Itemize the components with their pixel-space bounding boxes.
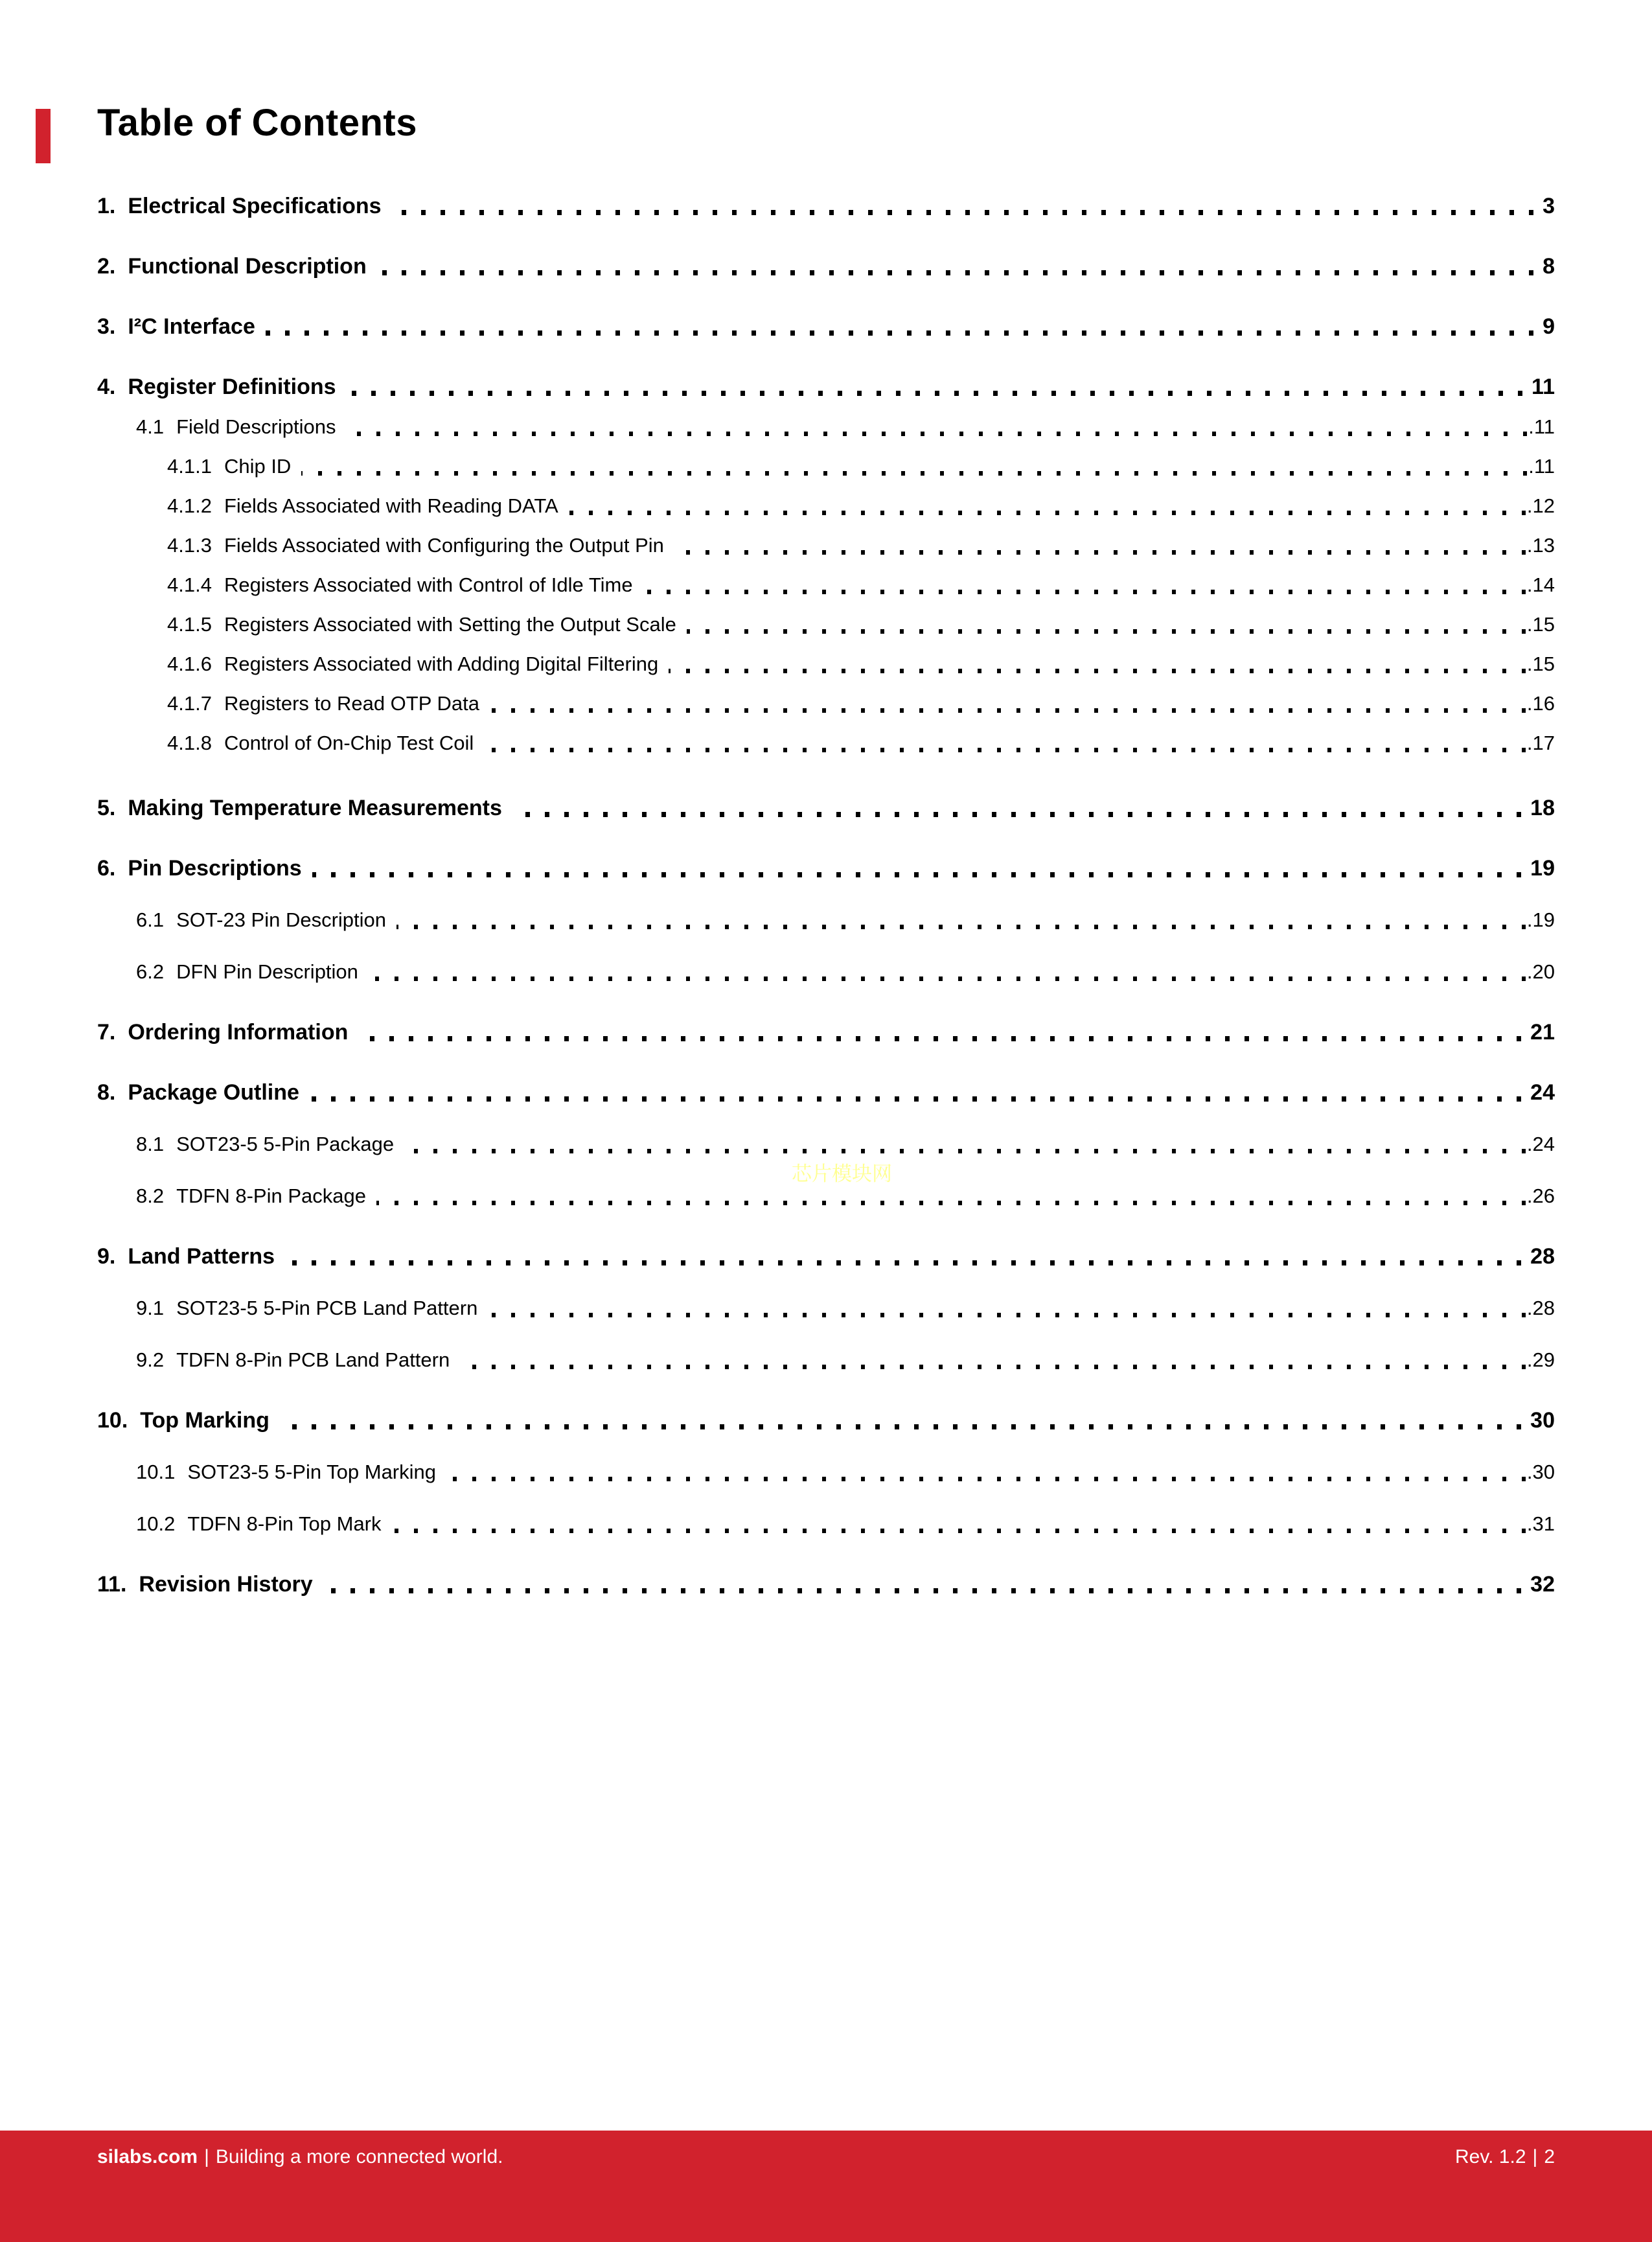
dot-leader: [490, 708, 1526, 713]
footer-page-separator: |: [1532, 2146, 1538, 2167]
dot-leader: [369, 977, 1526, 981]
dot-leader: [446, 1477, 1526, 1481]
toc-entry-page: 19: [1530, 856, 1555, 881]
dot-leader: [488, 1313, 1526, 1317]
toc-entry-title: Registers Associated with Setting the Output Scale: [224, 613, 676, 636]
toc-entry-page: . 20: [1527, 959, 1555, 985]
toc-entry-title: Revision History: [139, 1572, 313, 1597]
toc-entry-title: TDFN 8-Pin Top Mark: [187, 1512, 382, 1535]
toc-entry-page: . 31: [1527, 1511, 1555, 1537]
toc-entry-title: Fields Associated with Configuring the Output Pin: [224, 534, 664, 557]
toc-entry-page: . 12: [1527, 493, 1555, 519]
toc-entry-number: 4.1.7: [167, 692, 212, 715]
toc-entry[interactable]: [97, 253, 1555, 279]
toc-entry-title: Control of On-Chip Test Coil: [224, 732, 474, 754]
toc-entry-page: . 11: [1528, 414, 1555, 440]
dot-leader: [669, 669, 1526, 673]
dot-leader: [569, 511, 1526, 515]
footer-site-link[interactable]: silabs.com: [97, 2146, 198, 2167]
dot-leader: [310, 1096, 1521, 1102]
toc-entry-number: 2.: [97, 254, 116, 279]
toc-entry[interactable]: [97, 651, 1555, 677]
toc-entry-title: SOT-23 Pin Description: [176, 908, 387, 931]
toc-entry-title: I²C Interface: [128, 314, 255, 339]
toc-entry[interactable]: [97, 1080, 1555, 1105]
toc-entry-number: 7.: [97, 1020, 116, 1045]
footer-separator: |: [204, 2146, 209, 2167]
toc-entry-number: 4.1.5: [167, 613, 212, 636]
toc-entry[interactable]: [97, 1019, 1555, 1045]
toc-entry[interactable]: [97, 314, 1555, 340]
toc-entry-page: 32: [1530, 1572, 1555, 1597]
dot-leader: [392, 1529, 1526, 1533]
toc-entry[interactable]: [97, 572, 1555, 598]
toc-entry-number: 4.1.1: [167, 455, 212, 478]
toc-entry-number: 6.1: [136, 908, 165, 931]
toc-entry-title: Package Outline: [128, 1080, 299, 1105]
toc-entry-page: 11: [1532, 375, 1555, 399]
toc-entry-number: 11.: [97, 1572, 127, 1597]
dot-leader: [674, 550, 1526, 555]
toc-entry-page: 18: [1530, 796, 1555, 820]
toc-entry-page: . 15: [1527, 612, 1555, 638]
toc-entry-page: . 15: [1527, 651, 1555, 677]
toc-entry-title: SOT23-5 5-Pin Package: [176, 1133, 395, 1155]
footer-page-number: 2: [1544, 2146, 1555, 2167]
toc-entry-number: 4.1.4: [167, 573, 212, 596]
dot-leader: [484, 748, 1526, 752]
footer-revision: Rev. 1.2: [1455, 2146, 1526, 2167]
dot-leader: [392, 210, 1534, 215]
toc-entry-page: . 11: [1528, 454, 1555, 480]
dot-leader: [280, 1424, 1521, 1429]
toc-entry-page: . 16: [1527, 691, 1555, 717]
toc-entry-title: Making Temperature Measurements: [128, 796, 502, 820]
dot-leader: [643, 590, 1526, 594]
toc-entry[interactable]: [97, 1243, 1555, 1269]
toc-entry[interactable]: [97, 1407, 1555, 1433]
toc-entry-page: . 28: [1527, 1295, 1555, 1321]
toc-entry[interactable]: [97, 730, 1555, 756]
toc-entry[interactable]: [97, 1459, 1555, 1485]
toc-entry[interactable]: [97, 193, 1555, 219]
toc-entry-number: 10.1: [136, 1461, 176, 1483]
toc-entry-number: 8.1: [136, 1133, 165, 1155]
page-title: Table of Contents: [97, 102, 417, 144]
dot-leader: [376, 1201, 1526, 1205]
dot-leader: [377, 270, 1533, 275]
toc-entry-page: . 26: [1527, 1183, 1555, 1209]
toc-entry-number: 4.: [97, 375, 116, 399]
toc-entry-title: Chip ID: [224, 455, 292, 478]
toc-entry-number: 10.2: [136, 1512, 176, 1535]
dot-leader: [347, 391, 1523, 396]
toc-entry-number: 1.: [97, 194, 116, 218]
toc-entry[interactable]: [97, 414, 1555, 440]
footer-left: [97, 2146, 503, 2168]
toc-entry-number: 8.: [97, 1080, 116, 1105]
toc-entry-title: DFN Pin Description: [176, 960, 358, 983]
toc-entry-page: 24: [1530, 1080, 1555, 1105]
toc-entry-title: SOT23-5 5-Pin Top Marking: [187, 1461, 436, 1483]
toc-entry-page: 3: [1543, 194, 1555, 218]
toc-entry-title: Register Definitions: [128, 375, 336, 399]
dot-leader: [460, 1365, 1526, 1369]
toc-entry-number: 9.2: [136, 1348, 165, 1371]
toc-entry-title: Ordering Information: [128, 1020, 349, 1045]
toc-entry-number: 3.: [97, 314, 116, 339]
toc-entry-title: Registers to Read OTP Data: [224, 692, 479, 715]
watermark-text: 芯片模块网: [792, 1162, 892, 1185]
toc-entry[interactable]: [97, 1571, 1555, 1597]
toc-entry-page: 9: [1543, 314, 1555, 339]
toc-entry[interactable]: [97, 1131, 1555, 1157]
toc-entry-title: Pin Descriptions: [128, 856, 302, 881]
toc-entry-number: 5.: [97, 796, 116, 820]
toc-entry[interactable]: [97, 1183, 1555, 1209]
dot-leader: [266, 330, 1533, 336]
toc-entry-page: . 17: [1527, 730, 1555, 756]
toc-entry[interactable]: [97, 493, 1555, 519]
toc-entry-page: 8: [1543, 254, 1555, 279]
toc-entry-number: 9.: [97, 1244, 116, 1269]
toc-entry-page: 30: [1530, 1408, 1555, 1433]
toc-entry-number: 9.1: [136, 1297, 165, 1319]
dot-leader: [396, 925, 1526, 929]
dot-leader: [346, 432, 1527, 436]
dot-leader: [512, 812, 1521, 817]
toc-entry-page: . 30: [1527, 1459, 1555, 1485]
toc-entry-number: 4.1.3: [167, 534, 212, 557]
toc-entry[interactable]: [97, 1295, 1555, 1321]
red-corner-bar: [36, 109, 51, 163]
footer-tagline: Building a more connected world.: [215, 2146, 503, 2167]
dot-leader: [323, 1588, 1521, 1593]
toc-entry-page: 21: [1530, 1020, 1555, 1045]
toc-entry-title: Land Patterns: [128, 1244, 275, 1269]
toc-entry[interactable]: [97, 1511, 1555, 1537]
dot-leader: [358, 1036, 1521, 1041]
toc-entry-title: Electrical Specifications: [128, 194, 382, 218]
toc-entry-number: 4.1: [136, 415, 165, 438]
toc-entry-title: Top Marking: [140, 1408, 270, 1433]
dot-leader: [301, 471, 1527, 476]
toc-entry-page: . 29: [1527, 1347, 1555, 1373]
dot-leader: [312, 872, 1522, 877]
toc-entry-title: Registers Associated with Adding Digital Filtering: [224, 653, 659, 675]
toc-entry-number: 6.2: [136, 960, 165, 983]
toc-entry-number: 4.1.2: [167, 494, 212, 517]
toc-entry-number: 6.: [97, 856, 116, 881]
toc-entry[interactable]: [97, 533, 1555, 559]
dot-leader: [404, 1149, 1526, 1153]
toc-entry[interactable]: [97, 959, 1555, 985]
toc-entry-title: Registers Associated with Control of Idle Time: [224, 573, 633, 596]
toc-entry-title: TDFN 8-Pin PCB Land Pattern: [176, 1348, 450, 1371]
toc-entry-title: Fields Associated with Reading DATA: [224, 494, 558, 517]
dot-leader: [687, 629, 1526, 634]
toc-entry[interactable]: [97, 855, 1555, 881]
toc-entry-title: Field Descriptions: [176, 415, 336, 438]
toc-entry-number: 10.: [97, 1408, 128, 1433]
toc-entry-title: Functional Description: [128, 254, 367, 279]
toc-entry[interactable]: [97, 612, 1555, 638]
table-of-contents: [97, 193, 1555, 1597]
toc-entry-title: SOT23-5 5-Pin PCB Land Pattern: [176, 1297, 478, 1319]
toc-entry[interactable]: [97, 454, 1555, 480]
toc-entry-page: . 24: [1527, 1131, 1555, 1157]
toc-entry[interactable]: [97, 795, 1555, 821]
toc-entry-number: 4.1.8: [167, 732, 212, 754]
toc-entry-page: . 14: [1527, 572, 1555, 598]
toc-entry-title: TDFN 8-Pin Package: [176, 1185, 366, 1207]
toc-entry[interactable]: [97, 1347, 1555, 1373]
toc-entry-number: 8.2: [136, 1185, 165, 1207]
footer-right: [1455, 2146, 1555, 2168]
toc-entry-page: . 19: [1527, 907, 1555, 933]
toc-entry-page: 28: [1530, 1244, 1555, 1269]
footer-bar: [0, 2131, 1652, 2242]
toc-entry-page: . 13: [1527, 533, 1555, 559]
dot-leader: [285, 1260, 1521, 1265]
toc-entry[interactable]: [97, 907, 1555, 933]
toc-entry[interactable]: [97, 374, 1555, 400]
toc-entry[interactable]: [97, 691, 1555, 717]
toc-entry-number: 4.1.6: [167, 653, 212, 675]
